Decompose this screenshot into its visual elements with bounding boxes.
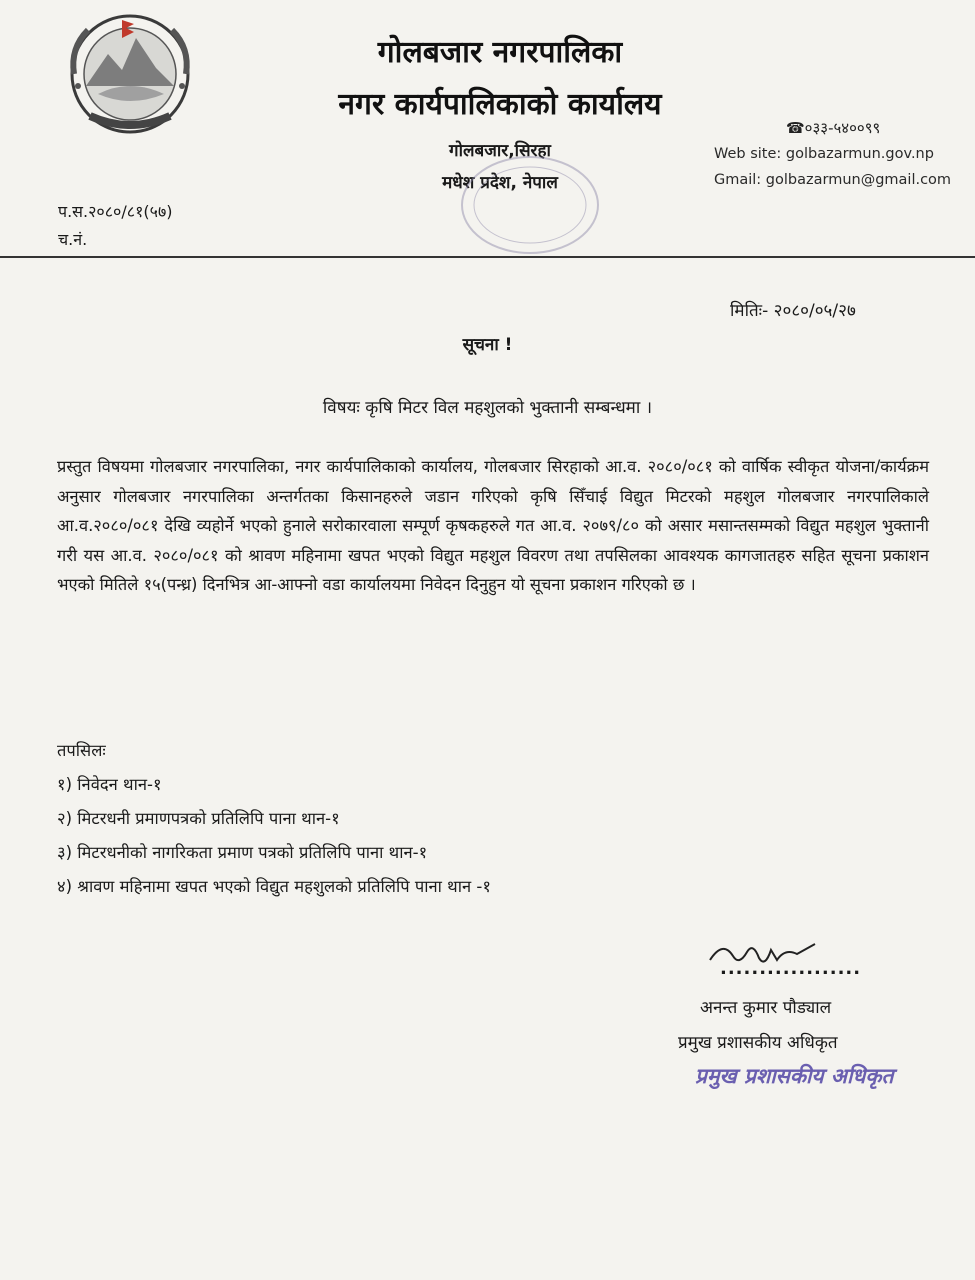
list-item: १) निवेदन थान-१ bbox=[57, 775, 162, 794]
subject-line: विषयः कृषि मिटर विल महशुलको भुक्तानी सम्बन्धमा । bbox=[322, 398, 653, 418]
email-text: Gmail: golbazarmun@gmail.com bbox=[714, 172, 952, 188]
list-item: ३) मिटरधनीको नागरिकता प्रमाण पत्रको प्रतिलिपि पाना थान-१ bbox=[57, 843, 428, 862]
header-divider bbox=[0, 256, 975, 258]
signatory-title: प्रमुख प्रशासकीय अधिकृत bbox=[678, 1033, 838, 1053]
address-line-2: मधेश प्रदेश, नेपाल bbox=[442, 173, 558, 193]
office-name: नगर कार्यपालिकाको कार्यालय bbox=[338, 87, 662, 122]
website-text: Web site: golbazarmun.gov.np bbox=[714, 146, 934, 162]
signature-dots: .................. bbox=[720, 958, 862, 979]
designation-stamp: प्रमुख प्रशासकीय अधिकृत bbox=[695, 1064, 894, 1088]
list-item: ४) श्रावण महिनामा खपत भएको विद्युत महशुलको प्रतिलिपि पाना थान -१ bbox=[57, 877, 491, 896]
office-stamp-icon bbox=[455, 150, 605, 260]
body-paragraph: प्रस्तुत विषयमा गोलबजार नगरपालिका, नगर कार्यपालिकाको कार्यालय, गोलबजार सिरहाको आ.व. २०८०/०८१ को वार्षिक स्वीकृत योजना/कार्यक्रम अनुसार गोलबजार नगरपालिका अन्तर्गतका किसानहरुले जडान गरिएको कृषि सिँचाई विद्युत मिटरको महशुल गोलबजार नगरपालिकाले आ.व.२०८०/०८१ देखि व्यहोर्ने भएको हुनाले सरोकारवाला सम्पूर्ण कृषकहरुले गत आ.व. २०७९/८० को असार मसान्तसम्मको विद्युत महशुल भुक्तानी गरी यस आ.व. २०८०/०८१ को श्रावण महिनामा खपत भएको विद्युत महशुल विवरण तथा तपसिलका आवश्यक कागजातहरु सहित सूचना प्रकाशन भएको मितिले १५(पन्ध्र) दिनभित्र आ-आफ्नो वडा कार्यालयमा निवेदन दिनुहुन यो सूचना प्रकाशन गरिएको छ । bbox=[57, 457, 929, 594]
letter-date: मितिः- २०८०/०५/२७ bbox=[730, 301, 856, 321]
phone-number: ☎०३३-५४००९९ bbox=[786, 119, 881, 137]
tapsil-heading: तपसिलः bbox=[57, 741, 106, 760]
signatory-name: अनन्त कुमार पौड्याल bbox=[700, 998, 832, 1018]
list-item: २) मिटरधनी प्रमाणपत्रको प्रतिलिपि पाना थान-१ bbox=[57, 809, 340, 828]
notice-heading: सूचना ! bbox=[462, 335, 513, 355]
reference-number: प.स.२०८०/८१(५७) bbox=[58, 202, 173, 221]
address-line-1: गोलबजार,सिरहा bbox=[449, 141, 551, 161]
municipality-name: गोलबजार नगरपालिका bbox=[377, 35, 623, 70]
tapsil-list bbox=[57, 770, 757, 906]
nepal-government-emblem-icon bbox=[60, 8, 200, 138]
dispatch-number: च.नं. bbox=[58, 230, 88, 249]
